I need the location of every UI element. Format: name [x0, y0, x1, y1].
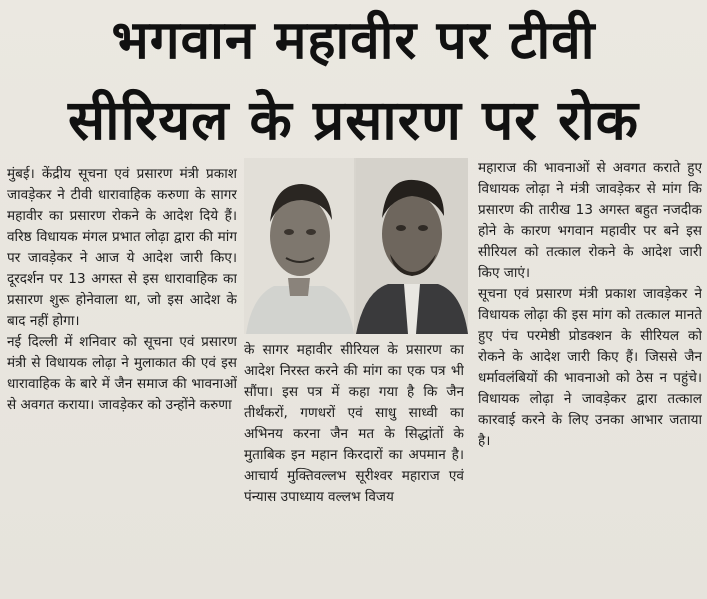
portrait-left-photo	[244, 158, 354, 334]
news-photo	[244, 158, 468, 334]
article-column-3	[478, 158, 702, 594]
column-1-paragraph-1: मुंबई। केंद्रीय सूचना एवं प्रसारण मंत्री प्रकाश जावड़ेकर ने टीवी धारावाहिक करुणा के सागर महावीर का प्रसारण रोकने के आदेश दिये हैं। वरिष्ठ विधायक मंगल प्रभात लोढ़ा द्वारा की मांग पर जावड़ेकर ने आज ये आदेश जारी किए। दूरदर्शन पर 13 अगस्त से इस धारावाहिक का प्रसारण शुरू होनेवाला था, जो इस आदेश के बाद नहीं होगा।	[7, 166, 237, 329]
article-column-2	[244, 340, 464, 596]
column-2-paragraph-1: के सागर महावीर सीरियल के प्रसारण का आदेश निरस्त करने की मांग का एक पत्र भी सौंपा। इस पत्र में कहा गया है कि जैन तीर्थंकरों, गणधरों एवं साधु साध्वी का अभिनय करना जैन मत के सिद्धांतों के मुताबिक इन महान किरदारों का अपमान है। आचार्य मुक्तिवल्लभ सूरीश्वर महाराज एवं पंन्यास उपाध्याय वल्लभ विजय	[244, 342, 464, 505]
headline-line-1: भगवान महावीर पर टीवी	[111, 10, 596, 71]
column-1-paragraph-2: नई दिल्ली में शनिवार को सूचना एवं प्रसारण मंत्री से विधायक लोढ़ा ने मुलाकात की एवं इस धारावाहिक के बारे में जैन समाज की भावनाओं से अवगत कराया। जावड़ेकर को उन्होंने करुणा	[7, 334, 237, 413]
article-column-1	[7, 164, 237, 596]
column-3-paragraph-2: सूचना एवं प्रसारण मंत्री प्रकाश जावड़ेकर ने विधायक लोढ़ा की इस मांग को तत्काल मानते हुए पंच परमेष्ठी प्रोडक्शन के सीरियल को रोकने के आदेश जारी किए हैं। जिससे जैन धर्मावलंबियों की भावनाओ को ठेस न पहुंचे। विधायक लोढ़ा ने जावड़ेकर द्वारा तत्काल कारवाई करने के लिए उनका आभार जताया है।	[478, 286, 702, 449]
portrait-right-photo	[356, 158, 468, 334]
column-3-paragraph-1: महाराज की भावनाओं से अवगत कराते हुए विधायक लोढ़ा ने मंत्री जावड़ेकर से मांग कि प्रसारण की तारीख 13 अगस्त बहुत नजदीक होने के कारण भगवान महावीर पर बने इस सीरियल को तत्काल रोकने के आदेश जारी किए जाएं।	[478, 160, 702, 281]
headline-line-2: सीरियल के प्रसारण पर रोक	[68, 88, 639, 152]
